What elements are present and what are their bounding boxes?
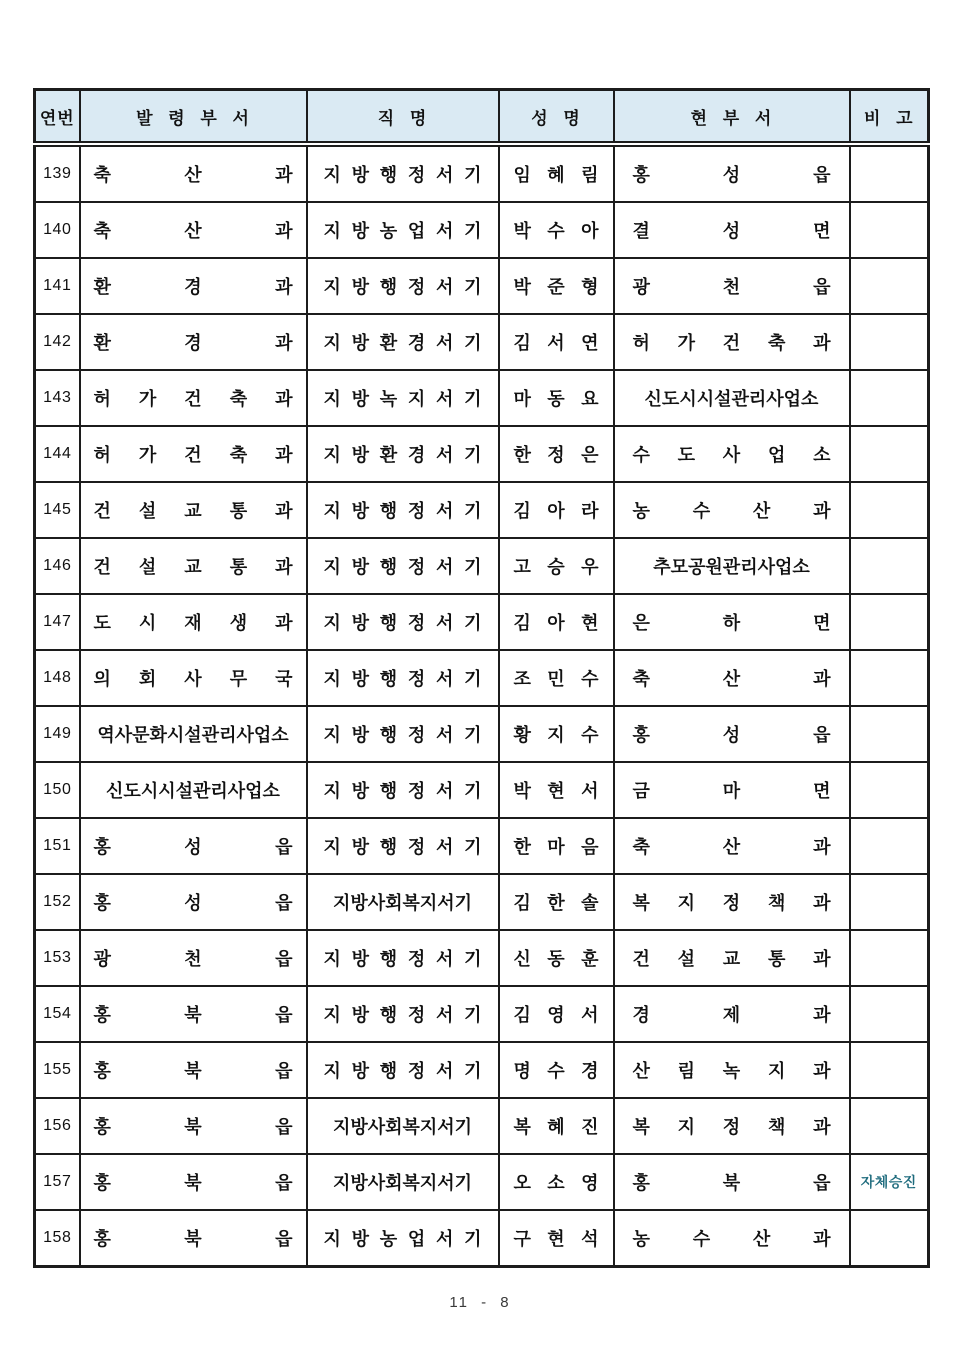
cell-name: 박 준 형 — [499, 258, 614, 314]
cell-name: 한 정 은 — [499, 426, 614, 482]
cell-assigned-dept: 역사문화시설관리사업소 — [80, 706, 307, 762]
cell-remarks — [850, 1098, 929, 1154]
table-row — [35, 706, 929, 762]
cell-current-dept: 홍 성 읍 — [614, 706, 850, 762]
cell-remarks — [850, 538, 929, 594]
cell-job-title: 지 방 농 업 서 기 — [307, 1210, 499, 1267]
cell-current-dept: 축 산 과 — [614, 818, 850, 874]
cell-serial-number: 152 — [35, 874, 80, 930]
cell-current-dept: 홍 성 읍 — [614, 144, 850, 202]
cell-job-title: 지 방 행 정 서 기 — [307, 258, 499, 314]
cell-serial-number: 147 — [35, 594, 80, 650]
cell-remarks — [850, 1042, 929, 1098]
cell-current-dept: 복 지 정 책 과 — [614, 1098, 850, 1154]
cell-current-dept: 은 하 면 — [614, 594, 850, 650]
cell-name: 한 마 음 — [499, 818, 614, 874]
cell-assigned-dept: 홍 북 읍 — [80, 1098, 307, 1154]
cell-remarks — [850, 986, 929, 1042]
table-row — [35, 594, 929, 650]
table-row — [35, 650, 929, 706]
cell-serial-number: 153 — [35, 930, 80, 986]
cell-job-title: 지 방 행 정 서 기 — [307, 706, 499, 762]
table-row — [35, 818, 929, 874]
cell-name: 마 동 요 — [499, 370, 614, 426]
cell-assigned-dept: 광 천 읍 — [80, 930, 307, 986]
cell-current-dept: 광 천 읍 — [614, 258, 850, 314]
cell-name: 김 한 솔 — [499, 874, 614, 930]
cell-name: 고 승 우 — [499, 538, 614, 594]
table-row — [35, 874, 929, 930]
cell-current-dept: 금 마 면 — [614, 762, 850, 818]
table-row — [35, 258, 929, 314]
cell-current-dept: 결 성 면 — [614, 202, 850, 258]
cell-serial-number: 141 — [35, 258, 80, 314]
table-row — [35, 762, 929, 818]
personnel-order-table — [33, 88, 930, 1268]
table-row — [35, 538, 929, 594]
cell-job-title: 지방사회복지서기 — [307, 874, 499, 930]
cell-assigned-dept: 홍 북 읍 — [80, 1154, 307, 1210]
cell-assigned-dept: 도 시 재 생 과 — [80, 594, 307, 650]
header-current-dept: 현 부 서 — [614, 90, 850, 145]
cell-name: 복 혜 진 — [499, 1098, 614, 1154]
table-row — [35, 426, 929, 482]
cell-serial-number: 154 — [35, 986, 80, 1042]
table-row — [35, 370, 929, 426]
table-row — [35, 144, 929, 202]
cell-serial-number: 149 — [35, 706, 80, 762]
cell-serial-number: 144 — [35, 426, 80, 482]
cell-serial-number: 140 — [35, 202, 80, 258]
cell-current-dept: 농 수 산 과 — [614, 1210, 850, 1267]
cell-serial-number: 158 — [35, 1210, 80, 1267]
cell-job-title: 지 방 행 정 서 기 — [307, 594, 499, 650]
page-number: 11 - 8 — [449, 1294, 511, 1311]
cell-job-title: 지 방 환 경 서 기 — [307, 426, 499, 482]
cell-assigned-dept: 의 회 사 무 국 — [80, 650, 307, 706]
cell-assigned-dept: 건 설 교 통 과 — [80, 538, 307, 594]
cell-serial-number: 143 — [35, 370, 80, 426]
header-job-title: 직 명 — [307, 90, 499, 145]
cell-job-title: 지 방 행 정 서 기 — [307, 818, 499, 874]
cell-job-title: 지방사회복지서기 — [307, 1098, 499, 1154]
header-name: 성 명 — [499, 90, 614, 145]
cell-job-title: 지 방 환 경 서 기 — [307, 314, 499, 370]
cell-remarks — [850, 314, 929, 370]
cell-name: 조 민 수 — [499, 650, 614, 706]
cell-name: 박 수 아 — [499, 202, 614, 258]
cell-current-dept: 신도시시설관리사업소 — [614, 370, 850, 426]
cell-name: 명 수 경 — [499, 1042, 614, 1098]
table-row — [35, 202, 929, 258]
cell-job-title: 지방사회복지서기 — [307, 1154, 499, 1210]
cell-serial-number: 142 — [35, 314, 80, 370]
table-row — [35, 930, 929, 986]
cell-remarks — [850, 818, 929, 874]
table-row — [35, 1098, 929, 1154]
cell-remarks — [850, 762, 929, 818]
table-header — [35, 90, 929, 145]
cell-remarks — [850, 650, 929, 706]
cell-job-title: 지 방 행 정 서 기 — [307, 482, 499, 538]
cell-name: 신 동 훈 — [499, 930, 614, 986]
cell-serial-number: 155 — [35, 1042, 80, 1098]
cell-assigned-dept: 신도시시설관리사업소 — [80, 762, 307, 818]
cell-name: 박 현 서 — [499, 762, 614, 818]
cell-current-dept: 경 제 과 — [614, 986, 850, 1042]
cell-name: 김 서 연 — [499, 314, 614, 370]
cell-name: 오 소 영 — [499, 1154, 614, 1210]
table-row — [35, 482, 929, 538]
table-row — [35, 1210, 929, 1267]
cell-job-title: 지 방 행 정 서 기 — [307, 650, 499, 706]
cell-assigned-dept: 허 가 건 축 과 — [80, 370, 307, 426]
cell-assigned-dept: 홍 북 읍 — [80, 1042, 307, 1098]
table-row — [35, 986, 929, 1042]
header-row — [35, 90, 929, 145]
cell-serial-number: 139 — [35, 144, 80, 202]
cell-current-dept: 농 수 산 과 — [614, 482, 850, 538]
cell-assigned-dept: 환 경 과 — [80, 314, 307, 370]
cell-assigned-dept: 허 가 건 축 과 — [80, 426, 307, 482]
cell-job-title: 지 방 행 정 서 기 — [307, 144, 499, 202]
cell-current-dept: 수 도 사 업 소 — [614, 426, 850, 482]
cell-assigned-dept: 홍 북 읍 — [80, 1210, 307, 1267]
cell-serial-number: 151 — [35, 818, 80, 874]
cell-remarks — [850, 874, 929, 930]
cell-remarks — [850, 706, 929, 762]
cell-current-dept: 산 림 녹 지 과 — [614, 1042, 850, 1098]
cell-remarks: 자체승진 — [850, 1154, 929, 1210]
cell-name: 김 아 라 — [499, 482, 614, 538]
cell-name: 김 영 서 — [499, 986, 614, 1042]
table-row — [35, 1154, 929, 1210]
table-row — [35, 1042, 929, 1098]
cell-job-title: 지 방 행 정 서 기 — [307, 930, 499, 986]
cell-remarks — [850, 482, 929, 538]
cell-serial-number: 156 — [35, 1098, 80, 1154]
cell-remarks — [850, 930, 929, 986]
cell-remarks — [850, 1210, 929, 1267]
cell-remarks — [850, 144, 929, 202]
header-remarks: 비 고 — [850, 90, 929, 145]
cell-current-dept: 홍 북 읍 — [614, 1154, 850, 1210]
cell-remarks — [850, 370, 929, 426]
cell-job-title: 지 방 행 정 서 기 — [307, 762, 499, 818]
cell-remarks — [850, 426, 929, 482]
cell-assigned-dept: 환 경 과 — [80, 258, 307, 314]
cell-job-title: 지 방 농 업 서 기 — [307, 202, 499, 258]
table-body — [35, 144, 929, 1267]
cell-serial-number: 148 — [35, 650, 80, 706]
cell-assigned-dept: 축 산 과 — [80, 144, 307, 202]
cell-serial-number: 146 — [35, 538, 80, 594]
cell-assigned-dept: 홍 북 읍 — [80, 986, 307, 1042]
cell-name: 김 아 현 — [499, 594, 614, 650]
cell-name: 임 혜 림 — [499, 144, 614, 202]
cell-name: 황 지 수 — [499, 706, 614, 762]
cell-assigned-dept: 축 산 과 — [80, 202, 307, 258]
table-row — [35, 314, 929, 370]
cell-current-dept: 건 설 교 통 과 — [614, 930, 850, 986]
cell-remarks — [850, 202, 929, 258]
cell-job-title: 지 방 행 정 서 기 — [307, 538, 499, 594]
cell-remarks — [850, 594, 929, 650]
cell-job-title: 지 방 행 정 서 기 — [307, 986, 499, 1042]
cell-job-title: 지 방 녹 지 서 기 — [307, 370, 499, 426]
cell-current-dept: 축 산 과 — [614, 650, 850, 706]
header-assigned-dept: 발 령 부 서 — [80, 90, 307, 145]
cell-serial-number: 145 — [35, 482, 80, 538]
cell-serial-number: 157 — [35, 1154, 80, 1210]
cell-current-dept: 추모공원관리사업소 — [614, 538, 850, 594]
cell-assigned-dept: 홍 성 읍 — [80, 874, 307, 930]
cell-assigned-dept: 홍 성 읍 — [80, 818, 307, 874]
cell-job-title: 지 방 행 정 서 기 — [307, 1042, 499, 1098]
cell-current-dept: 허 가 건 축 과 — [614, 314, 850, 370]
cell-name: 구 현 석 — [499, 1210, 614, 1267]
cell-assigned-dept: 건 설 교 통 과 — [80, 482, 307, 538]
cell-remarks — [850, 258, 929, 314]
cell-current-dept: 복 지 정 책 과 — [614, 874, 850, 930]
header-serial-number: 연번 — [35, 90, 80, 145]
cell-serial-number: 150 — [35, 762, 80, 818]
